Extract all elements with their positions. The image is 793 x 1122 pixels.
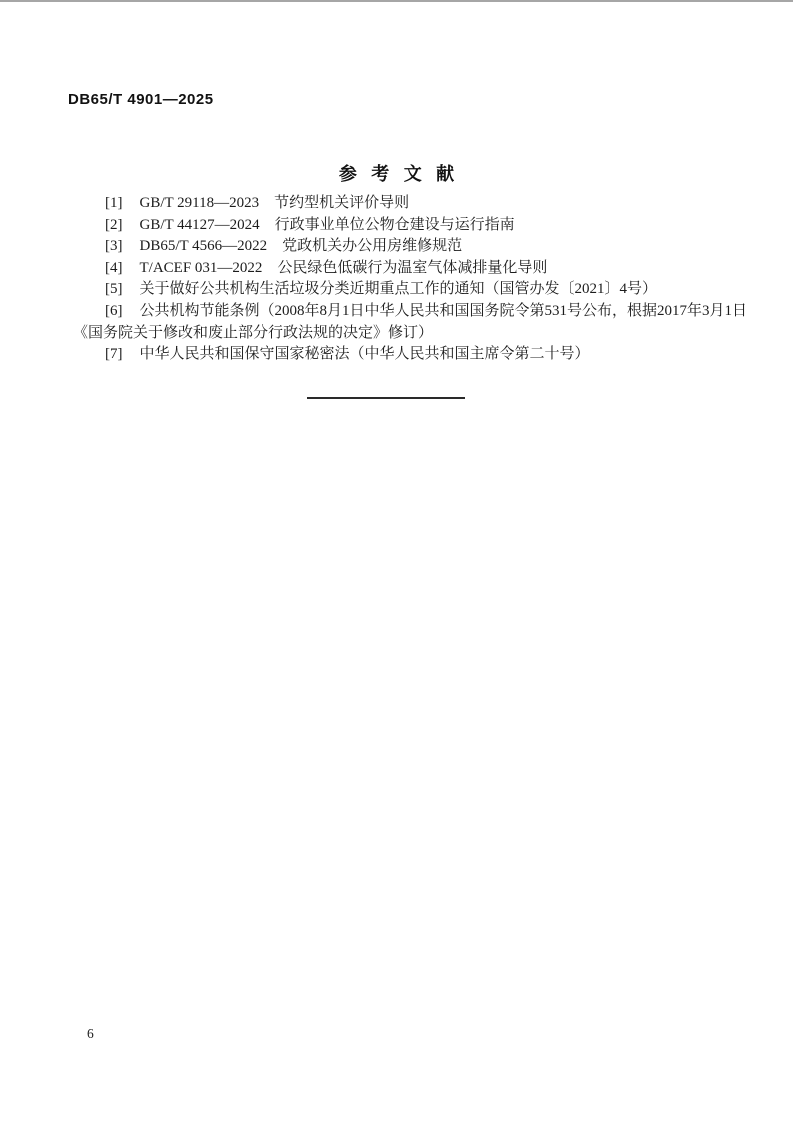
reference-line-continuation	[73, 323, 725, 345]
reference-marker: [6]	[105, 302, 123, 319]
reference-text: 《国务院关于修改和废止部分行政法规的决定》修订）	[73, 324, 434, 341]
reference-line	[73, 215, 725, 237]
page-number: 6	[87, 1026, 94, 1041]
reference-line	[73, 236, 725, 258]
reference-text: DB65/T 4566—2022 党政机关办公用房维修规范	[139, 238, 463, 255]
references-list	[73, 193, 748, 366]
standard-number-header: DB65/T 4901—2025	[68, 91, 214, 108]
section-title: 参考文献	[338, 164, 469, 184]
reference-text: GB/T 29118—2023 节约型机关评价导则	[139, 195, 410, 211]
reference-line	[73, 258, 725, 280]
reference-marker: [1]	[105, 195, 123, 211]
reference-line	[73, 193, 725, 215]
reference-line	[73, 301, 748, 323]
reference-line	[73, 344, 725, 366]
reference-text: GB/T 44127—2024 行政事业单位公物仓建设与运行指南	[139, 216, 515, 233]
reference-marker: [2]	[105, 216, 123, 233]
reference-marker: [7]	[105, 346, 123, 363]
reference-text: T/ACEF 031—2022 公民绿色低碳行为温室气体减排量化导则	[139, 259, 548, 276]
reference-marker: [4]	[105, 259, 123, 276]
scan-edge-artifact	[0, 0, 793, 2]
reference-text: 公共机构节能条例（2008年8月1日中华人民共和国国务院令第531号公布，根据2017年3月1日	[139, 302, 748, 319]
reference-marker: [3]	[105, 238, 123, 255]
reference-line	[73, 279, 725, 301]
reference-text: 关于做好公共机构生活垃圾分类近期重点工作的通知（国管办发〔2021〕4号）	[139, 281, 658, 298]
footnote-rule	[307, 397, 465, 399]
reference-text: 中华人民共和国保守国家秘密法（中华人民共和国主席令第二十号）	[139, 346, 590, 363]
reference-marker: [5]	[105, 281, 123, 298]
